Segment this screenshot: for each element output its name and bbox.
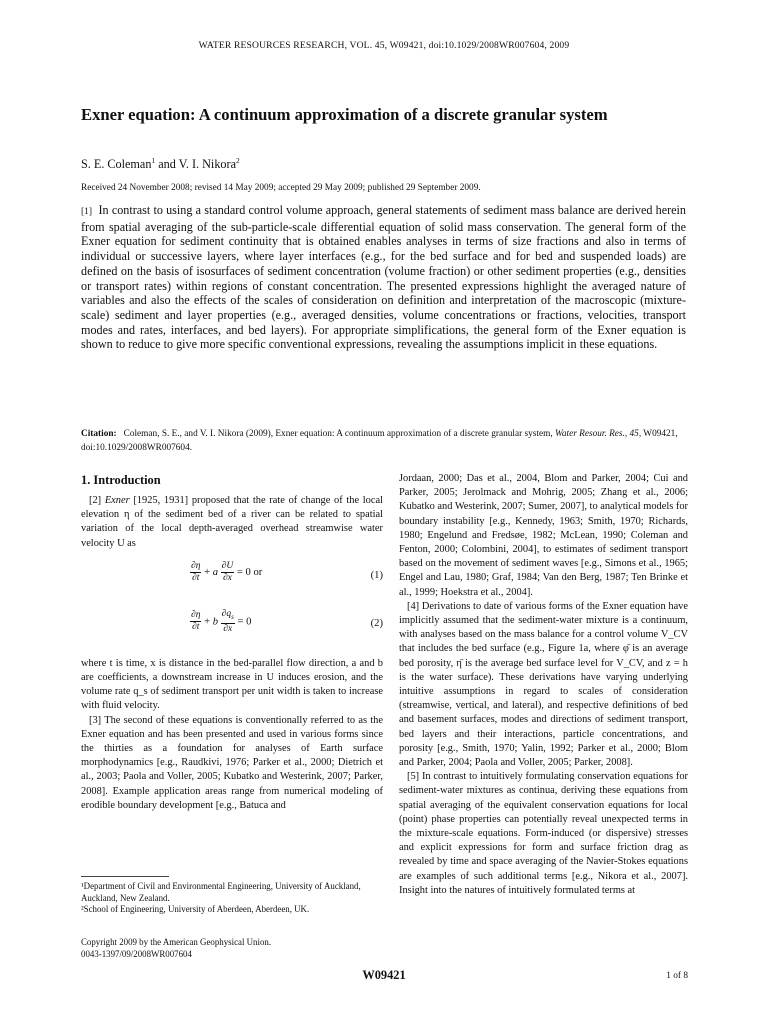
equation-rhs: = 0 or <box>236 566 263 578</box>
paragraph <box>399 770 688 898</box>
footnote: ¹Department of Civil and Environmental Engineering, University of Auckland, Auckland, New Zealand. <box>81 881 361 903</box>
paragraph-text: [1925, 1931] proposed that the rate of change of the local elevation η of the sediment bed of a river can be related to spatial variation of the local depth-averaged overhead streamwise water velocity U as <box>81 495 383 549</box>
equation-rhs: = 0 <box>237 616 252 628</box>
document-id: W09421 <box>362 968 406 982</box>
paragraph <box>399 600 688 770</box>
footnote-divider <box>81 876 169 877</box>
section-heading: 1. Introduction <box>81 473 161 487</box>
citation <box>81 428 687 455</box>
paragraph: Jordaan, 2000; Das et al., 2004, Blom and Parker, 2004; Cui and Parker, 2005; Jerolmack and Mohrig, 2005; Zhang et al., 2006; Kubatko and Westerink, 2007; Sumer, 2007], to analytical models for boundary instability [e.g., Kennedy, 1963; Smith, 1970; Richards, 1980; Engelund and Fredsøe, 1982; McLean, 1990; Coleman and Fenton, 2000; Colombini, 2004], to estimates of sediment transport based on the movement of sediment waves [e.g., Simons et al., 1965; Engel and Lau, 1980; Graf, 1984; Van den Berg, 1987; Ten Brinke et al., 1999; Hoekstra et al., 2004]. <box>399 473 688 598</box>
fraction: $\frac{\partial\eta}{\partial t}$ <box>191 610 201 633</box>
fraction: $\frac{\partial\eta}{\partial t}$ <box>191 560 201 583</box>
equation-expression: $\frac{\partial\eta}{\partial t}$ + a $\frac{\partial U}{\partial x}$ = 0 or <box>191 560 263 583</box>
paragraph-text: Derivations to date of various forms of the Exner equation have implicitly assumed that the sediment-water mixture is a continuum, with analyses based on the mass balance for a control volume V_CV that includes the bed surface (e.g., Figure 1a, where φ̄ is an average bed porosity, η̄ is the average bed surface level for V_CV, and z = h is the water surface). These derivations have varying underlying intuitive assumptions in regard to scales of consideration (streamwise, vertical, and lateral), and respective definitions of bed and basement surfaces, modes and directions of sediment transport, bed layers and their interactions, particle concentrations, and porosity [e.g., Smith, 1970; Yalin, 1992; Parker et al., 2000; Blom and Parker, 2004; Paola and Voller, 2005; Parker, 2008]. <box>399 600 688 769</box>
right-column <box>399 472 688 898</box>
authors <box>81 157 240 172</box>
paragraph-number: [2] <box>89 495 102 506</box>
paragraph: where t is time, x is distance in the bed-parallel flow direction, a and b are coefficients, a downstream increase in U induces erosion, and the volume rate q_s of sediment transport per unit width is taken to increase with fluid velocity. <box>81 657 383 712</box>
copyright <box>81 937 271 960</box>
abstract <box>81 203 686 352</box>
abstract-text: In contrast to using a standard control volume approach, general statements of sediment mass balance are derived herein from spatial averaging of the sub-particle-scale differential equation of solid mass conservation. The general form of the Exner equation for sediment continuity that is obtained enables analyses in terms of size fractions and also in terms of individual or successive layers, where layer interfaces (e.g., for the bed surface and for bed and suspended loads) are defined on the basis of isosurfaces of sediment concentration (volume fraction) or other sediment properties (e.g., densities or transport rates) within regions of constant concentration. The presented expressions highlight the averaged nature of variables and also the effects of the scales of consideration on definition and interpretation of the macroscopic (mixture-scale) sediment and layer properties (e.g., averaged densities, volume concentrations or fractions, velocities, transport modes and rates, interfaces, and bed layers). For appropriate simplifications, the general form of the Exner equation is shown to reduce to give more specific conventional expressions, revealing the assumptions implicit in these equations. <box>81 203 686 352</box>
citation-journal: Water Resour. Res., 45, <box>554 429 642 439</box>
equation-number: (2) <box>370 617 383 629</box>
paragraph-number: [3] <box>89 714 102 726</box>
equation-expression: $\frac{\partial\eta}{\partial t}$ + b $\frac{\partial q_s}{\partial x}$ = 0 <box>191 608 252 634</box>
fraction: $\frac{\partial q_s}{\partial x}$ <box>221 608 234 634</box>
author-name: S. E. Coleman <box>81 157 152 171</box>
citation-label: Citation: <box>81 429 117 439</box>
citation-rest: W09421, doi:10.1029/2008WR007604. <box>81 429 678 453</box>
footnotes <box>81 881 383 916</box>
affiliation-marker: 2 <box>235 156 240 165</box>
footnote: ²School of Engineering, University of Aberdeen, Aberdeen, UK. <box>81 904 310 915</box>
equation-2 <box>81 609 383 643</box>
paragraph-number: [5] <box>407 771 420 783</box>
paper-title: Exner equation: A continuum approximation of a discrete granular system <box>81 105 608 124</box>
author-conjunction: and <box>155 157 179 171</box>
left-column <box>81 472 383 813</box>
equation-1 <box>81 561 383 595</box>
affiliation-marker: 1 <box>151 156 156 165</box>
copyright-line: Copyright 2009 by the American Geophysical Union. <box>81 937 272 947</box>
paragraph-text: In contrast to intuitively formulating conservation equations for sediment-water mixtures as continua, deriving these equations from spatial averaging of the equivalent conservation equations for local (point) phase properties can potentially reveal unexpected terms in the mixture-scale equations. Form-induced (or dispersive) stresses and explicit expressions for form and surface friction drag as revealed by time and space averaging of the Navier-Stokes equations are examples of such additional terms [e.g., Nikora et al., 2007]. Insight into the natures of intuitively formulated terms at <box>399 771 688 896</box>
paragraph-number: [1] <box>81 207 93 217</box>
paragraph-text: The second of these equations is conventionally referred to as the Exner equation and has been presented and used in various forms since the thirties as a foundation for analyses of Earth surface morphodynamics [e.g., Raudkivi, 1976; Parker et al., 2000; Dietrich et al., 2003; Paola and Voller, 2005; Kubatko and Westerink, 2007; Parker, 2008]. Example application areas range from numerical modeling of erodible boundary development [e.g., Batuca and <box>81 714 383 811</box>
running-head: WATER RESOURCES RESEARCH, VOL. 45, W09421, doi:10.1029/2008WR007604, 2009 <box>198 40 570 51</box>
author-name: V. I. Nikora <box>178 157 236 171</box>
equation-number: (1) <box>370 569 383 581</box>
paragraph-number: [4] <box>407 600 420 612</box>
citation-text: Coleman, S. E., and V. I. Nikora (2009), Exner equation: A continuum approximation of a discrete granular system, <box>123 429 555 439</box>
paragraph <box>81 494 383 551</box>
fraction: $\frac{\partial U}{\partial x}$ <box>221 560 234 583</box>
reference-author: Exner <box>104 495 130 506</box>
page-number: 1 of 8 <box>666 971 688 981</box>
issn-line: 0043-1397/09/2008WR007604 <box>81 948 192 959</box>
received-dates: Received 24 November 2008; revised 14 May 2009; accepted 29 May 2009; published 29 September 2009. <box>81 183 481 193</box>
paragraph <box>81 714 383 813</box>
